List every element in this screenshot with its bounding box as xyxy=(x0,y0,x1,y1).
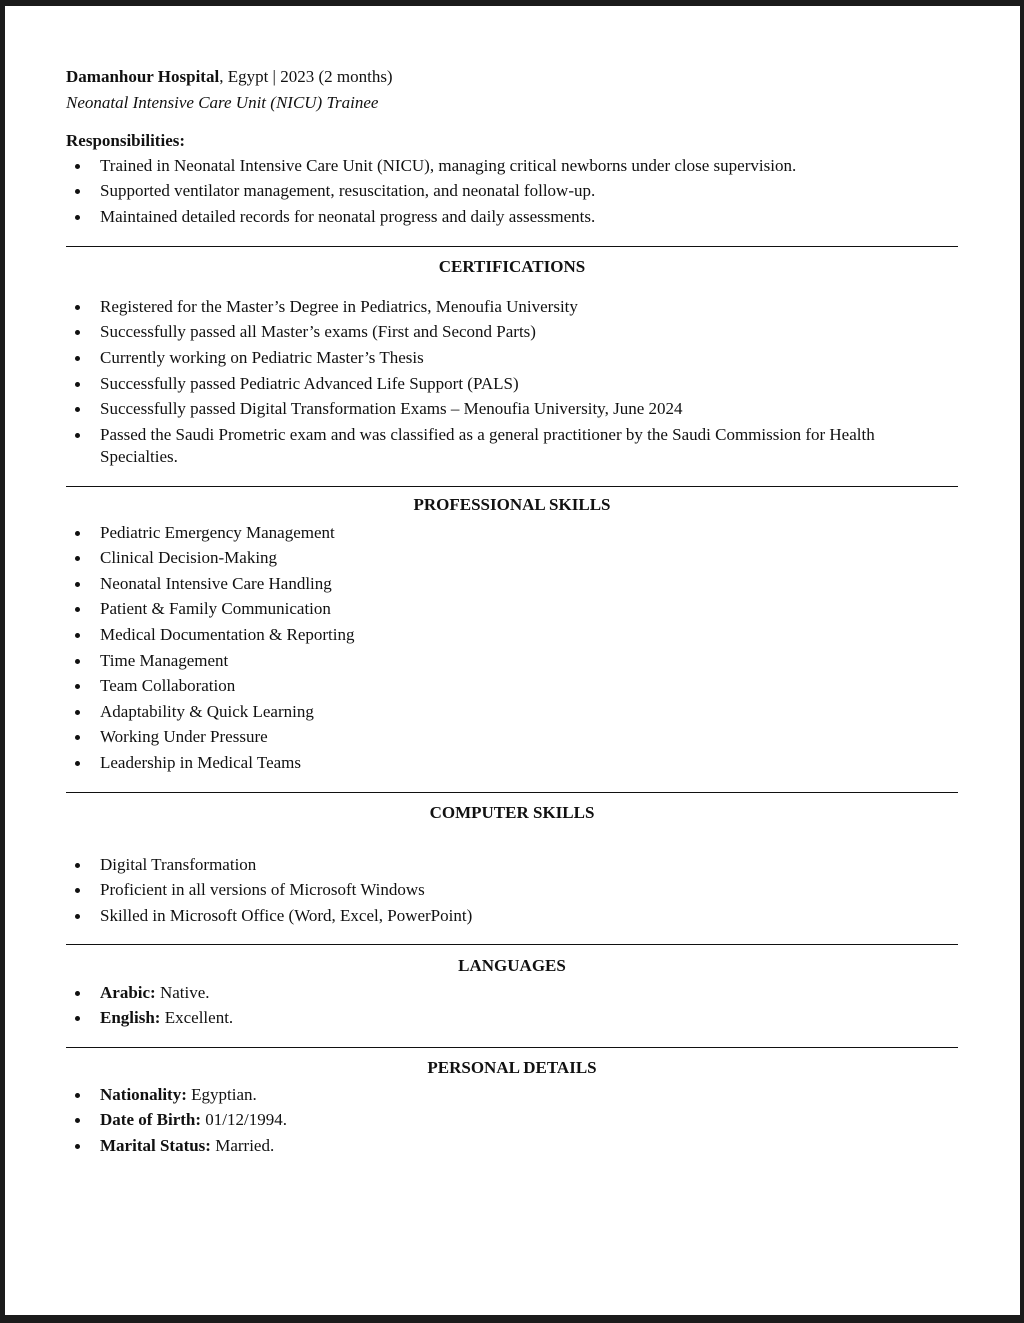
location-date: , Egypt | 2023 (2 months) xyxy=(219,67,393,86)
list-item: Registered for the Master’s Degree in Pediatrics, Menoufia University xyxy=(100,295,578,319)
list-item: Leadership in Medical Teams xyxy=(100,751,301,775)
list-item: Medical Documentation & Reporting xyxy=(100,623,354,647)
list-item: Digital Transformation xyxy=(100,853,256,877)
item-value: Native. xyxy=(155,983,210,1002)
list-item: Time Management xyxy=(100,649,228,673)
list-item: Neonatal Intensive Care Handling xyxy=(100,572,332,596)
item-value: 01/12/1994. xyxy=(201,1110,287,1129)
list-item: Team Collaboration xyxy=(100,674,235,698)
divider xyxy=(66,486,958,487)
list-item: Successfully passed Digital Transformation Exams – Menoufia University, June 2024 xyxy=(100,397,683,421)
list-item: Clinical Decision-Making xyxy=(100,546,277,570)
list-item xyxy=(100,1134,274,1158)
hospital-name: Damanhour Hospital xyxy=(66,67,220,86)
section-title-certifications: CERTIFICATIONS xyxy=(438,257,586,276)
list-item-continuation: Specialties. xyxy=(100,447,178,466)
list-item xyxy=(100,981,210,1005)
experience-role xyxy=(66,91,378,115)
section-title-professional-skills: PROFESSIONAL SKILLS xyxy=(413,495,611,514)
role-text: Neonatal Intensive Care Unit (NICU) Trainee xyxy=(66,93,379,112)
item-label: Date of Birth: xyxy=(100,1110,202,1129)
list-item: Patient & Family Communication xyxy=(100,597,331,621)
divider xyxy=(66,792,958,793)
list-item xyxy=(100,1108,287,1132)
item-value: Egyptian. xyxy=(186,1085,257,1104)
list-item: Maintained detailed records for neonatal progress and daily assessments. xyxy=(100,205,595,229)
divider xyxy=(66,246,958,247)
list-item: Skilled in Microsoft Office (Word, Excel, PowerPoint) xyxy=(100,904,472,928)
section-title-computer-skills: COMPUTER SKILLS xyxy=(429,803,595,822)
item-value: Excellent. xyxy=(160,1008,234,1027)
list-item xyxy=(100,1083,257,1107)
resume-page xyxy=(5,6,1020,1315)
list-item: Working Under Pressure xyxy=(100,725,268,749)
list-item: Supported ventilator management, resuscitation, and neonatal follow-up. xyxy=(100,179,595,203)
list-item xyxy=(100,1006,233,1030)
item-label: Nationality: xyxy=(100,1085,187,1104)
section-title-languages: LANGUAGES xyxy=(458,956,566,975)
list-item: Passed the Saudi Prometric exam and was classified as a general practitioner by the Saudi Commission for Health xyxy=(100,423,875,447)
list-item: Successfully passed all Master’s exams (First and Second Parts) xyxy=(100,320,536,344)
list-item: Proficient in all versions of Microsoft Windows xyxy=(100,878,425,902)
item-label: Marital Status: xyxy=(100,1136,211,1155)
divider xyxy=(66,944,958,945)
list-item: Currently working on Pediatric Master’s Thesis xyxy=(100,346,424,370)
list-item: Successfully passed Pediatric Advanced Life Support (PALS) xyxy=(100,372,519,396)
list-item: Pediatric Emergency Management xyxy=(100,521,335,545)
list-item: Trained in Neonatal Intensive Care Unit (NICU), managing critical newborns under close supervision. xyxy=(100,154,796,178)
responsibilities-label: Responsibilities: xyxy=(66,131,186,150)
list-item: Adaptability & Quick Learning xyxy=(100,700,314,724)
experience-header xyxy=(66,65,393,89)
item-label: English: xyxy=(100,1008,161,1027)
divider xyxy=(66,1047,958,1048)
item-label: Arabic: xyxy=(100,983,156,1002)
section-title-personal-details: PERSONAL DETAILS xyxy=(427,1058,597,1077)
item-value: Married. xyxy=(210,1136,275,1155)
